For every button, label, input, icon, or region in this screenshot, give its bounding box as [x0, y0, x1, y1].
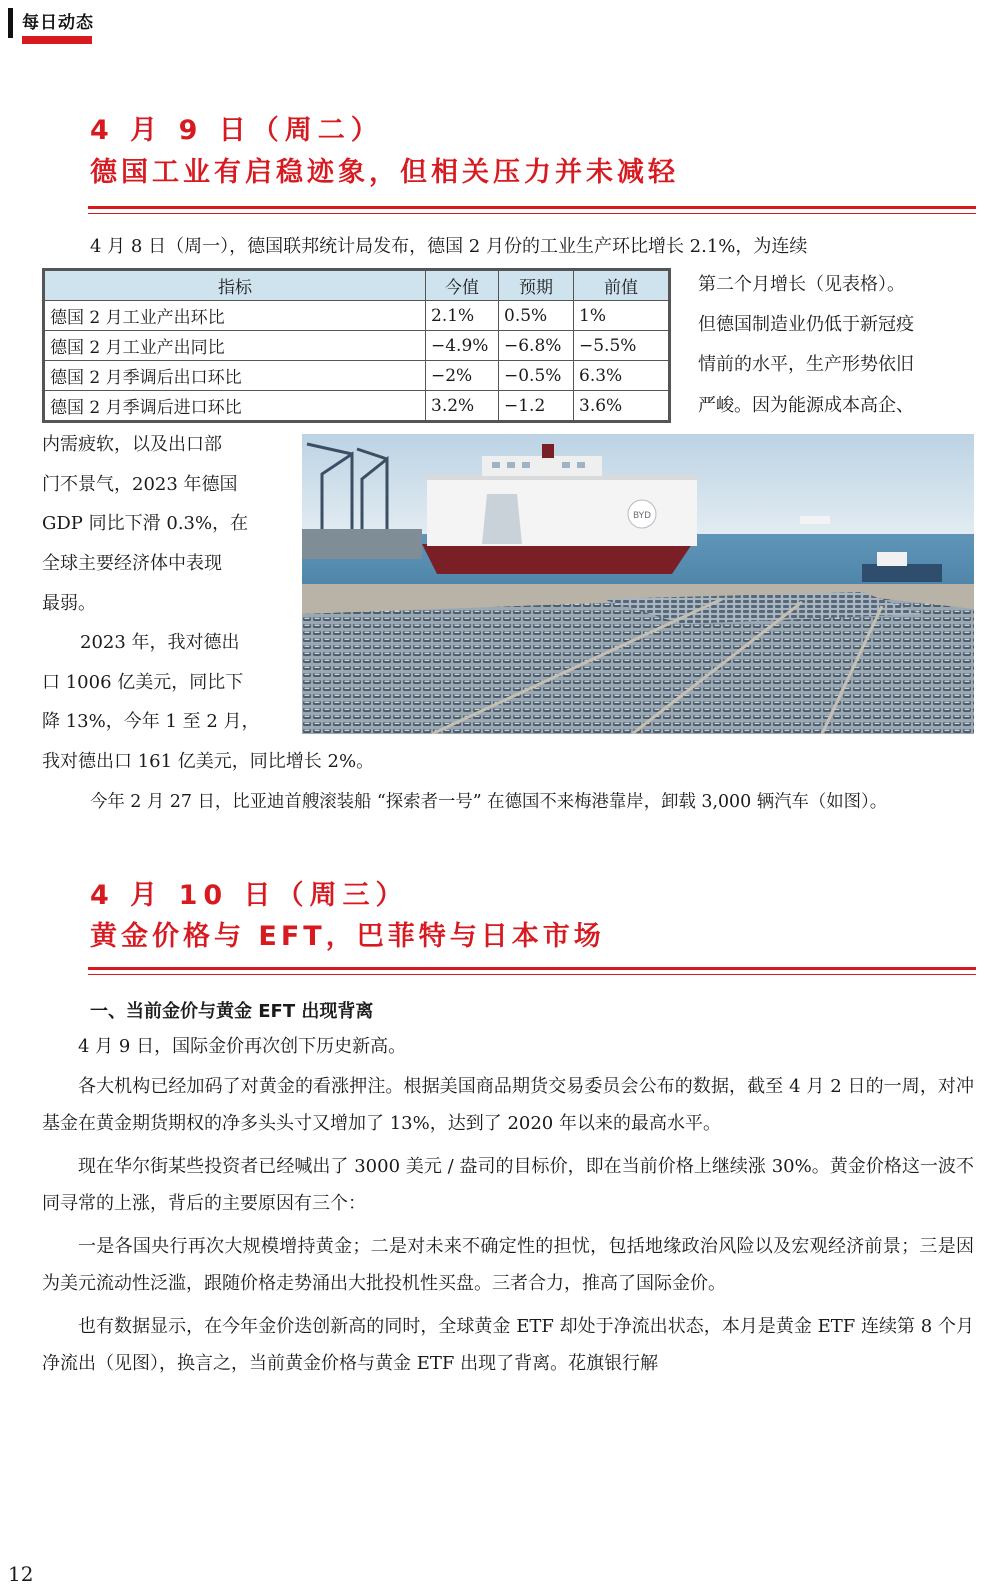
table-row — [45, 301, 669, 331]
paragraph: 一是各国央行再次大规模增持黄金；二是对未来不确定性的担忧，包括地缘政治风险以及宏观经济前景；三是因为美元流动性泛滥，跟随价格走势涌出大批投机性买盘。三者合力，推高了国际金价。 — [42, 1236, 974, 1294]
table-cell: −1.2 — [499, 391, 574, 421]
data-table — [42, 268, 671, 423]
title-rule-thin — [88, 213, 976, 214]
table-row — [45, 361, 669, 391]
table-header: 预期 — [499, 271, 574, 301]
table-cell: 2.1% — [426, 301, 499, 331]
section2-body — [42, 1032, 974, 1382]
intro-line: 4 月 8 日（周一），德国联邦统计局发布，德国 2 月份的工业生产环比增长 2.1%，为连续 — [90, 236, 808, 257]
left-text-line: 降 13%，今年 1 至 2 月， — [42, 711, 260, 732]
table-cell: 德国 2 月季调后进口环比 — [45, 391, 426, 421]
table-cell: 3.6% — [574, 391, 669, 421]
section2-date: 4 月 10 日（周三） — [90, 880, 409, 911]
page-number: 12 — [8, 1562, 34, 1586]
right-text-line: 情前的水平，生产形势依旧 — [698, 354, 914, 375]
section2-title: 黄金价格与 EFT，巴菲特与日本市场 — [90, 921, 605, 952]
table-row — [45, 331, 669, 361]
paragraph: 也有数据显示，在今年金价迭创新高的同时，全球黄金 ETF 却处于净流出状态，本月是黄金 ETF 连续第 8 个月净流出（见图），换言之，当前黄金价格与黄金 ETF 出现了背离。花旗银行解 — [42, 1316, 974, 1374]
left-text-line: 内需疲软，以及出口部 — [42, 434, 222, 455]
table-cell: 1% — [574, 301, 669, 331]
title-rule-thin — [88, 974, 976, 975]
table-cell: −0.5% — [499, 361, 574, 391]
table-cell: −4.9% — [426, 331, 499, 361]
table-cell: 德国 2 月季调后出口环比 — [45, 361, 426, 391]
port-photo-image — [302, 434, 974, 734]
paragraph: 各大机构已经加码了对黄金的看涨押注。根据美国商品期货交易委员会公布的数据，截至 4 月 2 日的一周，对冲基金在黄金期货期权的净多头头寸又增加了 13%，达到了 2020 年以来的最高水平。 — [42, 1076, 974, 1134]
table-header: 今值 — [426, 271, 499, 301]
paragraph: 现在华尔街某些投资者已经喊出了 3000 美元 / 盎司的目标价，即在当前价格上继续涨 30%。黄金价格这一波不同寻常的上涨，背后的主要原因有三个： — [42, 1156, 974, 1214]
table-cell: −2% — [426, 361, 499, 391]
left-text-line: GDP 同比下滑 0.3%，在 — [42, 513, 249, 534]
table-cell: 6.3% — [574, 361, 669, 391]
section2-subhead: 一、当前金价与黄金 EFT 出现背离 — [90, 1001, 374, 1022]
section-label: 每日动态 — [22, 13, 94, 33]
left-text-line: 门不景气，2023 年德国 — [42, 474, 238, 495]
title-rule-thick — [88, 206, 976, 209]
title-rule-thick — [88, 967, 976, 970]
right-text-line: 第二个月增长（见表格）。 — [698, 274, 905, 295]
table-row — [45, 391, 669, 421]
table-header: 前值 — [574, 271, 669, 301]
left-text-line: 口 1006 亿美元，同比下 — [42, 672, 244, 693]
right-text-line: 但德国制造业仍低于新冠疫 — [698, 314, 914, 335]
port-photo — [302, 434, 974, 734]
photo-caption: 今年 2 月 27 日，比亚迪首艘滚装船 “探索者一号” 在德国不来梅港靠岸，卸载 3,000 辆汽车（如图）。 — [90, 792, 888, 812]
table-cell: 0.5% — [499, 301, 574, 331]
section1-title: 德国工业有启稳迹象，但相关压力并未减轻 — [90, 157, 679, 188]
ship-logo: BYD — [632, 511, 652, 521]
table-header: 指标 — [45, 271, 426, 301]
left-text-line: 2023 年，我对德出 — [80, 632, 240, 653]
table-cell: −5.5% — [574, 331, 669, 361]
table-cell: 德国 2 月工业产出同比 — [45, 331, 426, 361]
table-cell: 德国 2 月工业产出环比 — [45, 301, 426, 331]
table-header-row — [45, 271, 669, 301]
left-text-line: 最弱。 — [42, 593, 96, 614]
right-text-line: 严峻。因为能源成本高企、 — [698, 395, 914, 416]
paragraph: 4 月 9 日，国际金价再次创下历史新高。 — [78, 1036, 407, 1057]
left-text-line: 全球主要经济体中表现 — [42, 553, 222, 574]
header-red-block — [22, 36, 92, 44]
full-text-line: 我对德出口 161 亿美元，同比增长 2%。 — [42, 751, 375, 772]
header-bar — [8, 8, 13, 38]
table-cell: 3.2% — [426, 391, 499, 421]
table-cell: −6.8% — [499, 331, 574, 361]
section1-date: 4 月 9 日（周二） — [90, 115, 384, 146]
